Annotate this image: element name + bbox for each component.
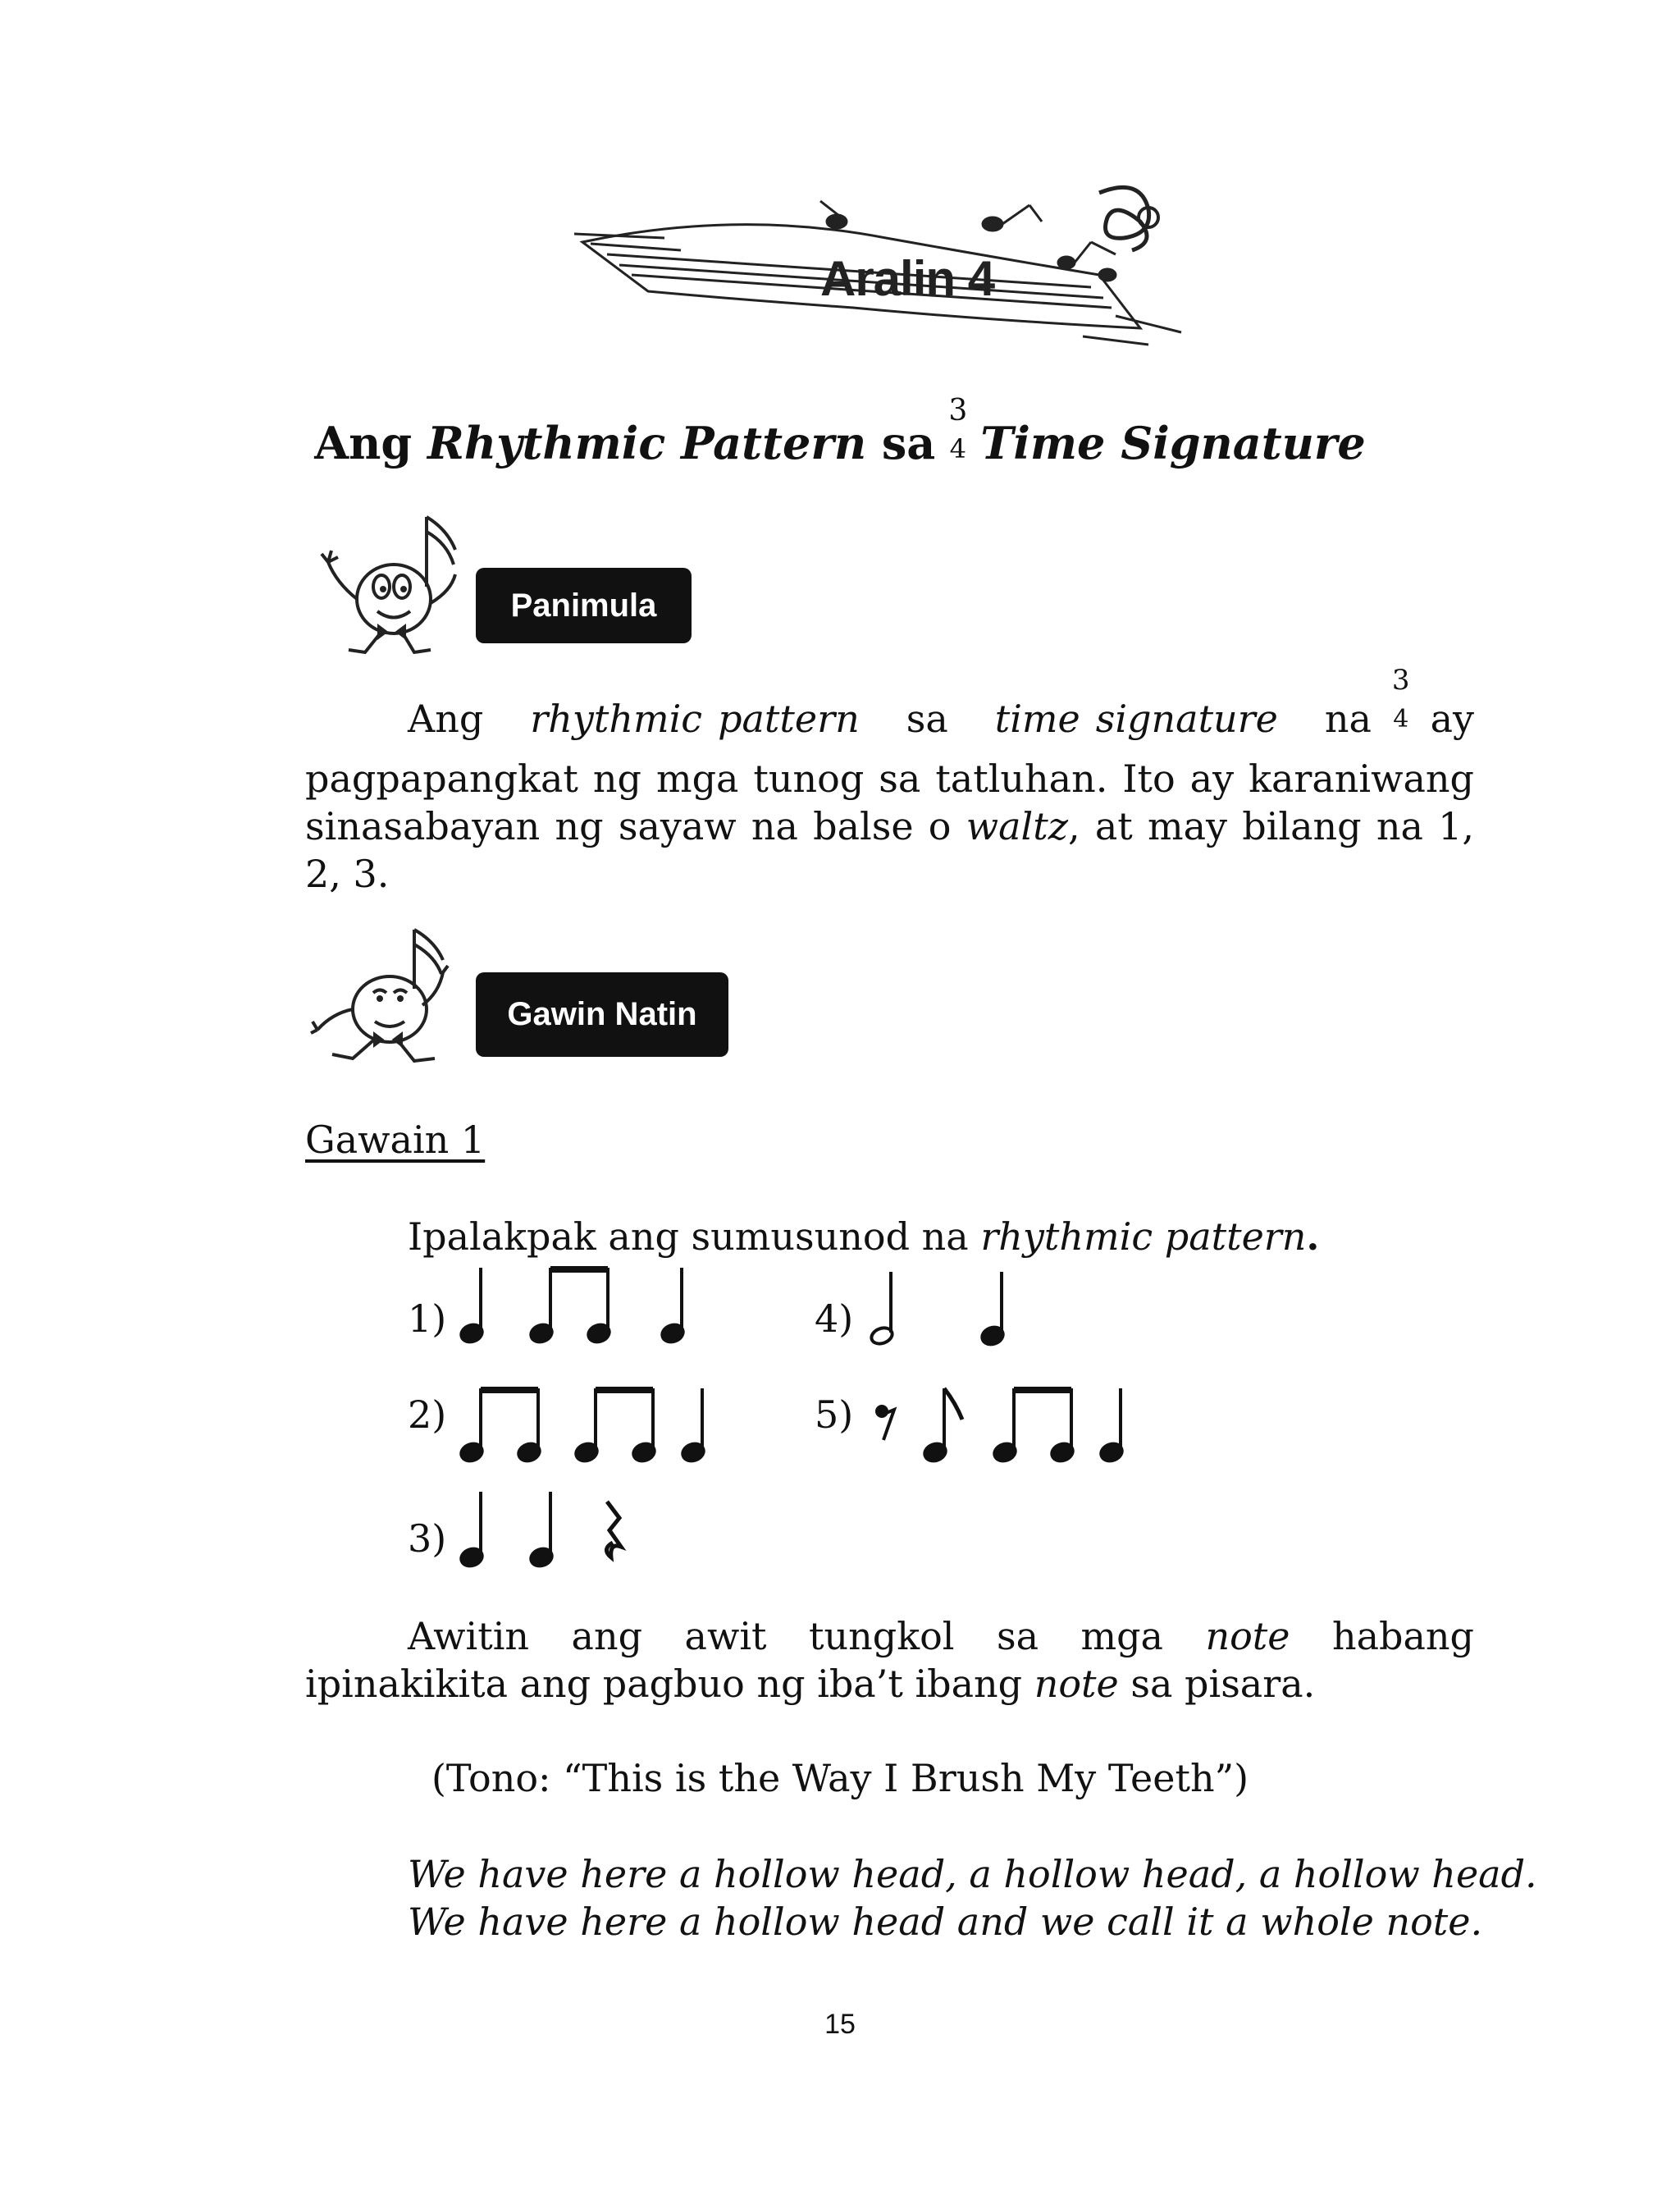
time-signature	[948, 393, 968, 464]
song-a: Awitin ang awit tungkol sa mga	[408, 1614, 1206, 1658]
intro-w3: sa	[906, 697, 948, 741]
mascot-note-icon	[316, 509, 476, 661]
rhythm-pattern-1	[455, 1260, 701, 1350]
intro-w2: rhythmic pattern	[530, 697, 860, 741]
title-part4: Time Signature	[980, 417, 1366, 469]
page-number: 15	[824, 2009, 856, 2040]
pattern-2-number: 2)	[408, 1392, 447, 1437]
song-b: note	[1205, 1614, 1290, 1658]
intro-w6: ay pagpapangkat ng mga tunog sa tatluhan. Ito ay karaniwang sinasabayan ng sayaw na balse o	[305, 697, 1474, 848]
song-paragraph	[305, 1612, 1474, 1708]
section-label-gawin-natin: Gawin Natin	[476, 972, 728, 1057]
intro-paragraph	[305, 664, 1475, 898]
pattern-4-number: 4)	[815, 1296, 854, 1341]
intro-sig-bottom: 4	[1393, 705, 1409, 734]
instruction-c: .	[1306, 1214, 1320, 1259]
instruction-b: rhythmic pattern	[980, 1214, 1307, 1259]
time-signature-top: 3	[948, 393, 968, 427]
lesson-label: Aralin 4	[820, 251, 995, 306]
rhythm-pattern-3	[455, 1485, 636, 1575]
rhythm-pattern-4	[861, 1264, 1025, 1354]
activity-title: Gawain 1	[305, 1118, 486, 1162]
lyric-line-1: We have here a hollow head, a hollow head, a hollow head.	[408, 1852, 1537, 1896]
pattern-3-number: 3)	[408, 1516, 447, 1561]
page-title	[0, 393, 1680, 480]
song-c: habang ipinakikita ang pagbuo ng iba’t ibang	[305, 1614, 1474, 1706]
instruction-a: Ipalakpak ang sumusunod na	[408, 1214, 981, 1259]
intro-w7: waltz	[966, 804, 1068, 848]
title-part3: sa	[866, 417, 936, 469]
intro-w1: Ang	[408, 697, 484, 741]
intro-w4: time signature	[994, 697, 1278, 741]
lyric-line-2: We have here a hollow head and we call it a whole note.	[408, 1900, 1483, 1944]
title-part2: Rhythmic Pattern	[427, 417, 867, 469]
mascot-running-note-icon	[308, 923, 480, 1071]
intro-w8: , at may bilang na 1, 2, 3.	[305, 804, 1475, 896]
intro-time-signature	[1392, 666, 1410, 732]
intro-sig-top: 3	[1391, 664, 1410, 697]
song-d: note	[1034, 1662, 1119, 1706]
rhythm-pattern-5	[874, 1378, 1136, 1469]
pattern-5-number: 5)	[815, 1392, 854, 1437]
rhythm-pattern-2	[455, 1378, 718, 1469]
section-label-panimula: Panimula	[476, 568, 692, 643]
activity-instruction	[408, 1214, 1319, 1259]
intro-w5: na	[1324, 697, 1372, 741]
song-tune: (Tono: “This is the Way I Brush My Teeth”)	[431, 1756, 1249, 1800]
song-e: sa pisara.	[1118, 1662, 1316, 1706]
pattern-1-number: 1)	[408, 1296, 447, 1341]
title-part1: Ang	[314, 417, 427, 469]
time-signature-bottom: 4	[949, 432, 966, 464]
song-lyrics	[408, 1850, 1537, 1945]
